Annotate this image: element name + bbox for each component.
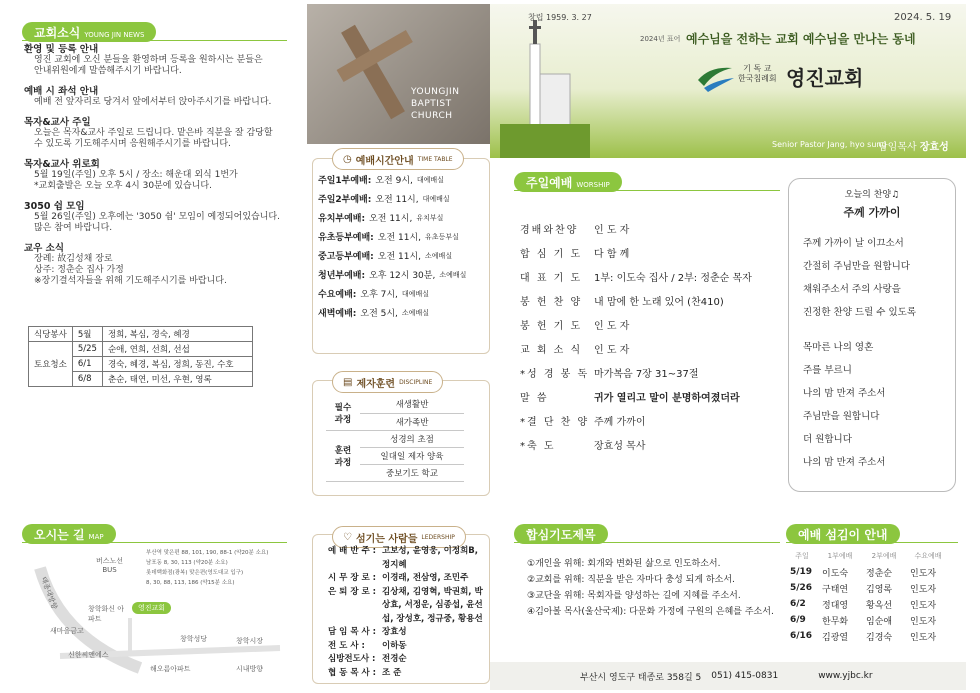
news-item	[24, 159, 286, 192]
map-area	[20, 548, 290, 678]
map-header	[22, 524, 116, 544]
worship-value: 주께 가까이	[594, 416, 646, 428]
church-banner	[490, 4, 966, 158]
timetable-title: 예배시간안내	[355, 155, 414, 167]
hymn-title: 주께 가까이	[843, 206, 901, 219]
service-time: 오전 5시,	[360, 309, 398, 319]
leadership-row	[328, 653, 488, 667]
servants-row	[786, 628, 950, 644]
servants-cell: 6/2	[790, 599, 806, 609]
timetable-row	[318, 265, 488, 284]
duty-date: 6/1	[72, 357, 102, 372]
hymn-line: 주를 부르니	[803, 365, 852, 376]
discipline-group: 훈련 과정	[326, 430, 360, 481]
discipline-row	[326, 396, 464, 413]
worship-value: 인 도 자	[594, 224, 630, 236]
worship-value: 1부: 이도숙 집사 / 2부: 정춘순 목자	[594, 272, 752, 284]
servants-cell: 5/26	[790, 583, 813, 593]
prayer-title: 합심기도제목	[526, 528, 596, 542]
news-item-line: 영진 교회에 오신 분들을 환영하며 등록을 원하시는 분들은	[34, 55, 263, 65]
duty-names: 춘순, 태연, 미선, 우현, 영록	[102, 372, 252, 387]
leadership-role: 은 퇴 장 로 :	[328, 586, 377, 597]
service-place: 소예배실	[401, 308, 429, 317]
church-logo-icon	[696, 62, 736, 92]
leadership-role: 심방전도사 :	[328, 654, 376, 664]
service-time: 오전 11시,	[375, 195, 419, 205]
timetable-list	[318, 170, 488, 322]
news-item	[24, 243, 286, 287]
bus-label-en: BUS	[102, 566, 117, 574]
worship-value: 다 함 께	[594, 248, 630, 260]
news-item-line: 5월 19일(주일) 오후 5시 / 장소: 해운대 외식 1번가	[34, 170, 238, 180]
servants-header	[786, 524, 900, 544]
servants-cell: 인도자	[910, 632, 937, 643]
church-building-icon	[500, 4, 590, 158]
worship-row	[520, 264, 780, 288]
hymn-line: 주께 가까이 날 이끄소서	[803, 238, 904, 249]
news-item-title: 예배 시 좌석 안내	[24, 86, 99, 97]
denomination-line2: 한국침례회	[738, 74, 777, 83]
news-item-line: 안내위원에게 말씀해주시기 바랍니다.	[34, 66, 182, 76]
map-place-haeoreum: 해오름아파트	[150, 665, 191, 673]
worship-row	[520, 408, 780, 432]
service-place: 대예배실	[416, 175, 444, 184]
worship-item: 교 회 소 식	[520, 344, 583, 356]
worship-value: 장효성 목사	[594, 440, 646, 452]
timetable-row	[318, 170, 488, 189]
photo-line2: BAPTIST	[411, 99, 452, 109]
timetable-header	[332, 148, 464, 170]
news-item-title: 환영 및 등록 안내	[24, 44, 99, 55]
map-header-title: 오시는 길	[34, 528, 85, 542]
duty-names: 정희, 복심, 경숙, 혜경	[102, 327, 252, 342]
servants-title: 예배 섬김이 안내	[798, 528, 888, 542]
duty-date: 5월	[72, 327, 102, 342]
photo-text	[411, 86, 459, 122]
news-item	[24, 117, 286, 150]
hymn-line: 채워주소서 주의 사랑을	[803, 284, 901, 295]
service-place: 소예배실	[425, 251, 453, 260]
service-name: 유초등부예배:	[318, 233, 374, 243]
servants-cell: 인도자	[910, 600, 937, 611]
service-time: 오전 9시,	[375, 176, 413, 186]
map-place-cathedral: 창학성당	[180, 635, 208, 643]
photo-line3: CHURCH	[411, 111, 453, 121]
servants-cell: 인도자	[910, 568, 937, 579]
timetable-row	[318, 246, 488, 265]
duty-table	[28, 326, 253, 387]
discipline-course: 중보기도 학교	[360, 464, 464, 481]
leadership-row	[328, 640, 488, 654]
servants-cell: 김경숙	[866, 632, 893, 643]
news-item-title: 3050 쉼 모임	[24, 201, 85, 212]
news-item-line: 많은 참여 바랍니다.	[34, 223, 113, 233]
worship-row	[520, 216, 780, 240]
map-header-en: MAP	[88, 533, 104, 541]
church-name: 영진교회	[786, 66, 864, 90]
bulletin-date: 2024. 5. 19	[894, 12, 952, 23]
servants-cell: 정대영	[822, 600, 849, 611]
hymn-line: 더 원합니다	[803, 434, 852, 445]
map-divider	[22, 542, 287, 543]
leadership-names: 김상채, 김영혁, 박권회, 박상효, 서정운, 심종섭, 윤선섭, 장성호, 정규중, 황용선	[382, 586, 483, 624]
leadership-row	[328, 667, 488, 681]
map-dir-taejongdae: 태종대방향	[39, 575, 59, 611]
servants-row	[786, 612, 950, 628]
hymn-label-row	[789, 187, 955, 200]
leadership-names: 조 준	[382, 667, 402, 678]
news-item	[24, 86, 286, 108]
leadership-role: 전 도 사 :	[328, 640, 365, 651]
cross-photo	[307, 4, 490, 144]
leadership-row	[328, 586, 488, 627]
duty-label: 토요청소	[29, 342, 73, 387]
service-name: 중고등부예배:	[318, 252, 374, 262]
hymn-line: 진정한 찬양 드릴 수 있도록	[803, 307, 917, 318]
leadership-names: 고보성, 윤영웅, 이정희B, 정지혜	[382, 546, 478, 570]
leadership-row	[328, 626, 488, 640]
service-time: 오전 11시,	[377, 233, 422, 243]
leadership-role: 예 배 반 주 :	[328, 546, 377, 556]
servants-col-header: 주일	[795, 552, 809, 560]
worship-item: 봉 헌 기 도	[520, 320, 583, 332]
denomination-line1: 기 독 교	[743, 64, 772, 73]
leadership-names: 장효성	[382, 627, 407, 637]
book-icon: ▤	[343, 376, 353, 388]
bus-line: 8, 30, 88, 113, 186 (약15분 소요)	[146, 580, 235, 586]
news-list	[24, 44, 286, 296]
timetable-row	[318, 227, 488, 246]
bus-line: 남포동 8, 30, 113 (약20분 소요)	[146, 560, 228, 566]
leadership-list	[328, 545, 488, 680]
prayer-list	[527, 556, 787, 620]
servants-cell: 한무화	[822, 616, 849, 627]
worship-value: 귀가 열리고 말이 분명하여졌더라	[594, 392, 740, 404]
servants-table	[786, 548, 950, 644]
duty-date: 6/8	[72, 372, 102, 387]
worship-order	[520, 216, 780, 456]
worship-row	[520, 360, 780, 384]
news-item-line: 오늘은 목자&교사 주일로 드립니다. 맡은바 직분을 잘 감당할	[34, 128, 273, 138]
pastor	[878, 138, 949, 153]
servants-col-header: 1부예배	[827, 552, 853, 560]
worship-row	[520, 336, 780, 360]
prayer-item: ②교회를 위해: 직분을 받은 자마다 충성 되게 하소서.	[527, 575, 735, 585]
news-item	[24, 44, 286, 77]
prayer-item: ①개인을 위해: 회개와 변화된 삶으로 인도하소서.	[527, 559, 721, 569]
service-time: 오후 12시 30분,	[369, 271, 436, 281]
bus-line: 롯데백화점(광복) 맞은편(영도대교 입구)	[146, 570, 244, 576]
leadership-role: 담 임 목 사 :	[328, 627, 377, 637]
news-header-title: 교회소식	[34, 26, 81, 40]
worship-title: 주일예배	[526, 176, 573, 190]
discipline-course: 새가족반	[360, 413, 464, 430]
prayer-divider	[514, 542, 780, 543]
leadership-names: 이하동	[382, 640, 407, 651]
map-dir-city: 시내방향	[236, 665, 264, 673]
worship-title-en: WORSHIP	[576, 181, 610, 189]
worship-row	[520, 384, 780, 408]
worship-item: 합 심 기 도	[520, 248, 583, 260]
news-item	[24, 201, 286, 234]
servants-col-header: 2부예배	[871, 552, 897, 560]
leadership-title-en: LEDERSHIP	[421, 533, 455, 541]
discipline-course: 일대일 제자 양육	[360, 447, 464, 464]
service-name: 유치부예배:	[318, 214, 366, 224]
worship-item: *축 도	[520, 440, 556, 452]
worship-item: 경배와찬양	[520, 224, 579, 236]
servants-cell: 황옥선	[866, 600, 893, 611]
servants-cell: 6/9	[790, 615, 806, 625]
timetable-title-en: TIME TABLE	[417, 155, 453, 163]
heart-hands-icon: ♡	[343, 531, 352, 543]
motto: 예수님을 전하는 교회 예수님을 만나는 동네	[686, 32, 916, 46]
discipline-title-en: DISCIPLINE	[399, 378, 433, 386]
duty-date: 5/25	[72, 342, 102, 357]
service-name: 주일2부예배:	[318, 195, 372, 205]
news-item-line: 장례: 故김성채 장로	[34, 254, 113, 264]
service-name: 주일1부예배:	[318, 176, 372, 186]
footer	[490, 662, 966, 690]
news-header	[22, 22, 156, 42]
discipline-header	[332, 371, 443, 393]
timetable-row	[318, 208, 488, 227]
worship-value: 인 도 자	[594, 320, 630, 332]
prayer-header	[514, 524, 608, 544]
service-place: 대예배실	[401, 289, 429, 298]
footer-phone: 051) 415-0831	[711, 671, 779, 681]
worship-row	[520, 288, 780, 312]
service-name: 새벽예배:	[318, 309, 357, 319]
news-item-line: 예배 전 앞자리로 당겨서 앞에서부터 앉아주시기를 바랍니다.	[34, 97, 272, 107]
bus-lines	[146, 548, 268, 588]
worship-value: 인 도 자	[594, 344, 630, 356]
pastor-label: 담임목사	[878, 142, 917, 153]
service-name: 수요예배:	[318, 290, 357, 300]
servants-cell: 임순애	[866, 616, 893, 627]
footer-web: www.yjbc.kr	[818, 671, 873, 681]
servants-cell: 6/16	[790, 631, 813, 641]
servants-col-header: 수요예배	[914, 552, 942, 560]
servants-row	[786, 564, 950, 580]
pastor-en: Senior Pastor Jang, hyo sung	[772, 140, 887, 149]
servants-cell: 인도자	[910, 584, 937, 595]
leadership-names: 전경순	[382, 654, 407, 664]
service-time: 오전 11시,	[369, 214, 413, 224]
discipline-course: 성경의 초점	[360, 430, 464, 447]
worship-item: 말 씀	[520, 392, 549, 404]
hymn-verse2	[803, 336, 955, 474]
worship-header	[514, 172, 622, 192]
worship-item: 봉 헌 찬 양	[520, 296, 583, 308]
news-divider	[22, 40, 287, 41]
bus-label	[96, 556, 123, 574]
bus-line: 부산역 맞은편 88, 101, 190, 88-1 (약20분 소요)	[146, 550, 269, 556]
discipline-table	[326, 396, 464, 482]
prayer-item: ③교단을 위해: 목회자를 양성하는 길에 지혜를 주소서.	[527, 591, 741, 601]
servants-cell: 이도숙	[822, 568, 849, 579]
timetable-row	[318, 189, 488, 208]
news-header-en: YOUNG JIN NEWS	[84, 31, 145, 39]
servants-cell: 김영록	[866, 584, 893, 595]
worship-row	[520, 240, 780, 264]
news-item-title: 목자&교사 위로회	[24, 159, 100, 170]
servants-row	[786, 580, 950, 596]
news-item-line: 상주: 정춘순 집사 가정	[34, 265, 124, 275]
hymn-verse1	[803, 232, 955, 324]
servants-row	[786, 596, 950, 612]
duty-row	[29, 327, 253, 342]
news-item-title: 목자&교사 주일	[24, 117, 91, 128]
duty-row	[29, 342, 253, 357]
discipline-title: 제자훈련	[356, 378, 396, 390]
denomination	[738, 64, 777, 84]
duty-names: 순애, 연희, 선희, 선섭	[102, 342, 252, 357]
servants-cell: 5/19	[790, 567, 813, 577]
leadership-role: 협 동 목 사 :	[328, 667, 377, 678]
service-place: 대예배실	[422, 194, 450, 203]
worship-value: 마가복음 7장 31~37절	[594, 368, 699, 380]
worship-divider	[514, 190, 780, 191]
servants-head-row	[786, 548, 950, 564]
worship-value: 내 맘에 한 노래 있어 (찬410)	[594, 296, 724, 308]
hymn-line: 간절히 주님만을 원합니다	[803, 261, 910, 272]
motto-prefix: 2024년 표어	[640, 35, 681, 43]
pastor-name: 장효성	[919, 142, 949, 153]
hymn-label: 오늘의 찬양	[844, 190, 892, 200]
map-place-market: 창학시장	[236, 637, 264, 645]
timetable-row	[318, 303, 488, 322]
map-place-shinhan: 신한씨앤에스	[68, 651, 109, 659]
servants-cell: 구태연	[822, 584, 849, 595]
news-item-title: 교우 소식	[24, 243, 65, 254]
hymn-line: 나의 맘 만져 주소서	[803, 388, 886, 399]
service-place: 유치부실	[416, 213, 444, 222]
hymn-box	[788, 178, 956, 492]
discipline-group: 필수 과정	[326, 396, 360, 430]
hymn-line: 나의 맘 만져 주소서	[803, 457, 886, 468]
bus-label-ko: 버스노선	[96, 557, 124, 565]
news-item-line: 5월 26일(주일) 오후에는 '3050 쉼' 모임이 예정되어있습니다.	[34, 212, 280, 222]
hymn-line: 주님만을 원합니다	[803, 411, 880, 422]
servants-cell: 김광열	[822, 632, 849, 643]
service-name: 청년부예배:	[318, 271, 366, 281]
servants-divider	[786, 542, 958, 543]
photo-line1: YOUNGJIN	[411, 87, 460, 97]
map-place-bank: 새마을금고	[50, 627, 84, 635]
news-item-line: ※장기결석자들을 위해 기도해주시기를 바랍니다.	[34, 276, 227, 286]
servants-cell: 정춘순	[866, 568, 893, 579]
leadership-row	[328, 545, 488, 572]
leadership-row	[328, 572, 488, 586]
footer-address: 부산시 영도구 태종로 358길 5	[580, 672, 702, 683]
timetable-row	[318, 284, 488, 303]
prayer-item: ④김아볼 목사(울산국제): 다문화 가정에 구원의 은혜를 주소서.	[527, 607, 774, 617]
news-item-line: 수 있도록 기도해주시며 응원해주시기를 바랍니다.	[34, 139, 231, 149]
hymn-line: 목마른 나의 영혼	[803, 342, 874, 353]
discipline-course: 새생활반	[360, 396, 464, 413]
discipline-row	[326, 430, 464, 447]
leadership-role: 시 무 장 로 :	[328, 573, 377, 583]
leadership-title: 섬기는 사람들	[355, 533, 418, 545]
duty-names: 경숙, 혜경, 복심, 정희, 동진, 수호	[102, 357, 252, 372]
clock-icon: ◷	[343, 153, 352, 165]
founded-date: 창립 1959. 3. 27	[528, 13, 592, 22]
map-place-church: 영진교회	[132, 602, 171, 614]
service-time: 오전 11시,	[377, 252, 422, 262]
service-time: 오후 7시,	[360, 290, 398, 300]
worship-item: *결 단 찬 양	[520, 416, 590, 428]
worship-row	[520, 432, 780, 456]
worship-item: 대 표 기 도	[520, 272, 583, 284]
worship-row	[520, 312, 780, 336]
service-place: 유초등부실	[425, 232, 459, 241]
worship-item: *성 경 봉 독	[520, 368, 590, 380]
music-note-icon: ♫	[891, 190, 900, 200]
leadership-names: 이경래, 전삼영, 조민주	[382, 573, 469, 583]
service-place: 소예배실	[439, 270, 467, 279]
servants-cell: 인도자	[910, 616, 937, 627]
duty-label: 식당봉사	[29, 327, 73, 342]
map-place-apt: 창학화신 아파트	[88, 605, 125, 623]
news-item-line: *교회출발은 오늘 오후 4시 30분에 있습니다.	[34, 181, 212, 191]
